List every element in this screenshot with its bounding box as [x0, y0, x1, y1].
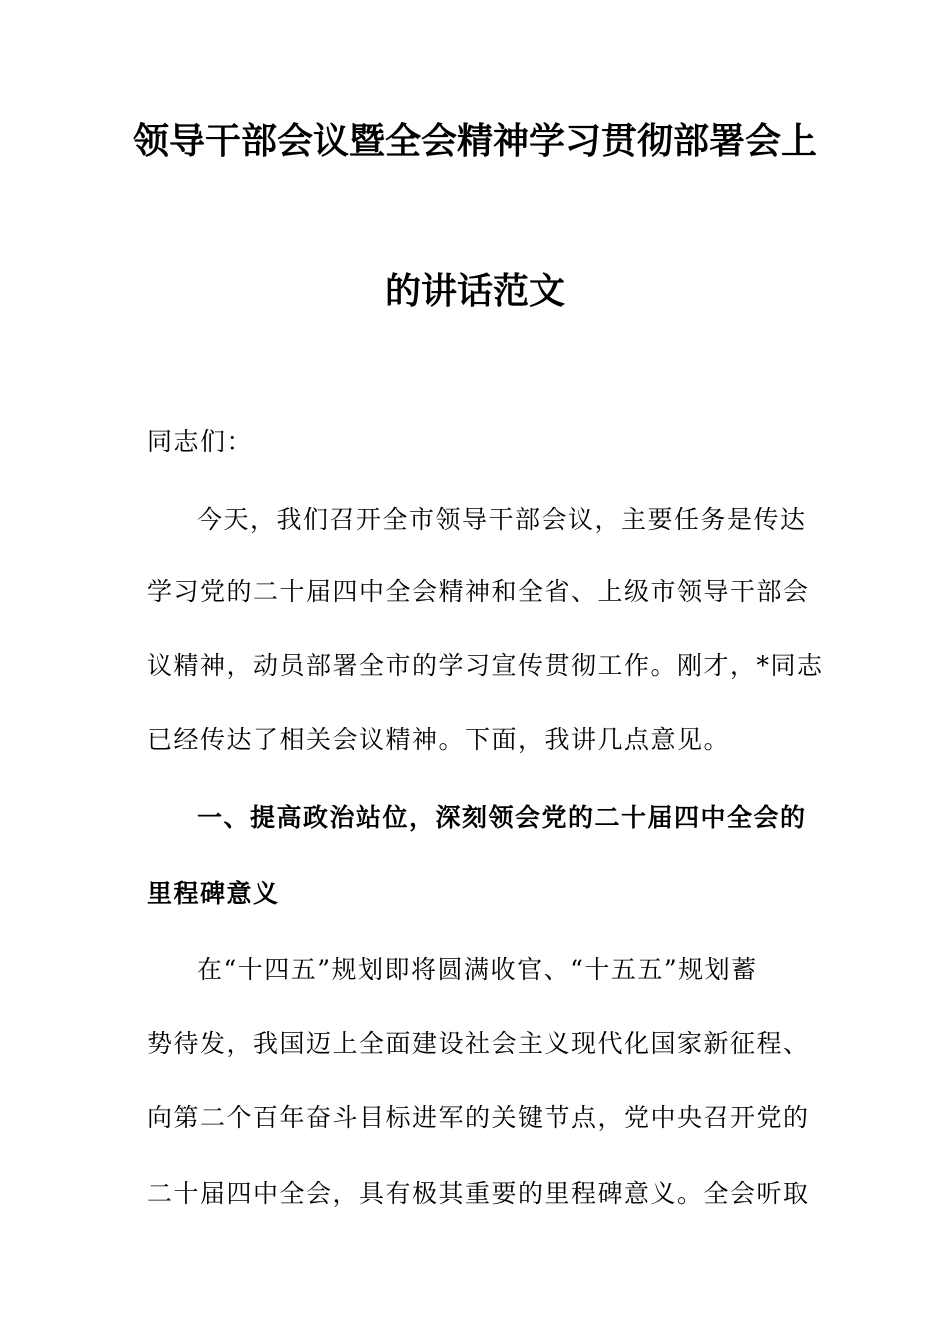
- paragraph-1-line-1: 今天，我们召开全市领导干部会议，主要任务是传达: [197, 505, 807, 534]
- document-title-line-1: 领导干部会议暨全会精神学习贯彻部署会上: [132, 121, 817, 162]
- paragraph-2-line-1: 在“十四五”规划即将圆满收官、“十五五”规划蓄: [197, 955, 758, 984]
- section-heading-1-line-1: 一、提高政治站位，深刻领会党的二十届四中全会的: [197, 803, 807, 832]
- salutation: 同志们：: [147, 427, 254, 456]
- document-title-line-2: 的讲话范文: [384, 271, 565, 312]
- paragraph-1-line-2: 学习党的二十届四中全会精神和全省、上级市领导干部会: [147, 577, 810, 606]
- section-heading-1-line-2: 里程碑意义: [147, 879, 280, 908]
- paragraph-2-line-4: 二十届四中全会，具有极其重要的里程碑意义。全会听取: [147, 1179, 810, 1208]
- paragraph-1-line-3: 议精神，动员部署全市的学习宣传贯彻工作。刚才，*同志: [147, 651, 824, 680]
- paragraph-2-line-2: 势待发，我国迈上全面建设社会主义现代化国家新征程、: [147, 1029, 810, 1058]
- paragraph-1-line-4: 已经传达了相关会议精神。下面，我讲几点意见。: [147, 725, 731, 754]
- paragraph-2-line-3: 向第二个百年奋斗目标进军的关键节点，党中央召开党的: [147, 1103, 810, 1132]
